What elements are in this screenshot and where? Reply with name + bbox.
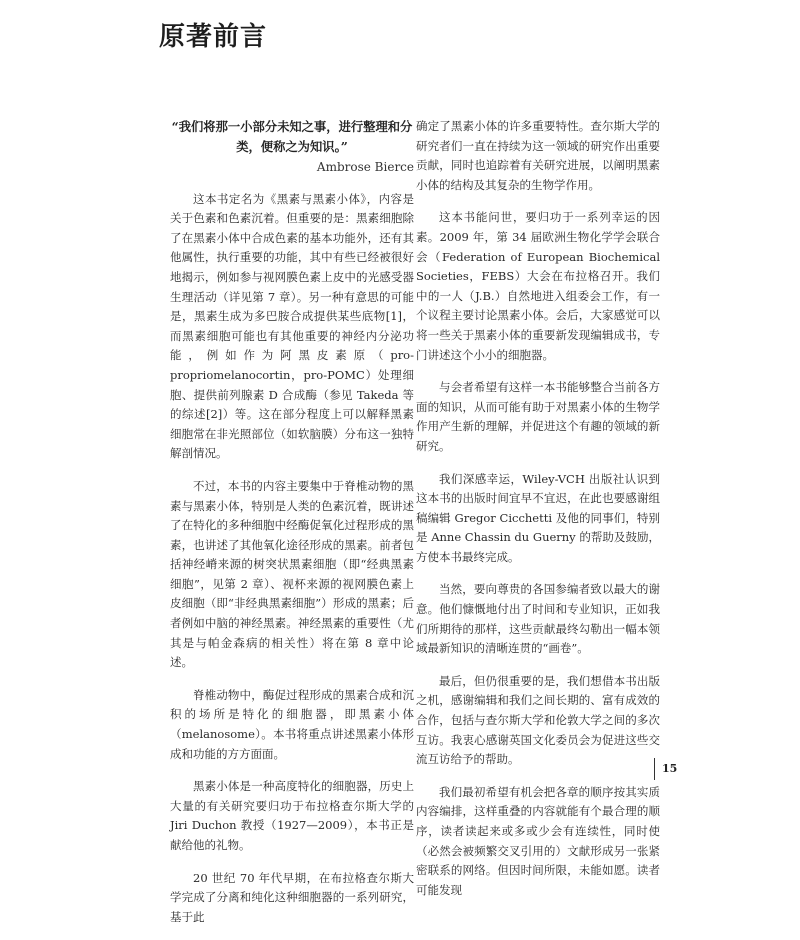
epigraph-author: Ambrose Bierce — [316, 160, 414, 174]
paragraph: 最后，但仍很重要的是，我们想借本书出版之机，感谢编辑和我们之间长期的、富有成效的合作，包括与查尔斯大学和伦敦大学之间的多次互访。我衷心感谢英国文化委员会为促进这些交流互访给予的帮助。 — [416, 673, 660, 767]
page-number-rule — [654, 758, 655, 780]
page-number: 15 — [662, 762, 678, 775]
epigraph-quote: “我们将那一小部分未知之事，进行整理和分类，便称之为知识。” — [171, 119, 413, 154]
paragraph: 这本书定名为《黑素与黑素小体》，内容是关于色素和色素沉着。但重要的是：黑素细胞除了在黑素小体中合成色素的基本功能外，还有其他属性，执行重要的功能，其中有些已经被很好地揭示，例如参与视网膜色素上皮中的光感受器生理活动（详见第 7 章）。另一种有意思的可能是，黑素生成为多巴胺合成提供某些底物[1]，而黑素细胞可能也有其他重要的神经内分泌功能，例如作为阿黑皮素原（pro-propriomelanocortin，pro-POMC）处理细胞、提供前列腺素 D 合成酶（参见 Takeda 等的综述[2]）等。这在部分程度上可以解释黑素细胞常在非光照部位（如软脑膜）分布这一独特解剖情况。 — [170, 191, 414, 461]
paragraph: 我们深感幸运，Wiley-VCH 出版社认识到这本书的出版时间宜早不宜迟，在此也要感谢组稿编辑 Gregor Cicchetti 及他的同事们，特别是 Anne Chassin du Guerny 的帮助及鼓励，方使本书最终完成。 — [416, 471, 660, 564]
paragraph: 20 世纪 70 年代早期，在布拉格查尔斯大学完成了分离和纯化这种细胞器的一系列研究，基于此 — [170, 870, 414, 924]
left-column — [170, 117, 414, 940]
paragraph: 与会者希望有这样一本书能够整合当前各方面的知识，从而可能有助于对黑素小体的生物学作用产生新的理解，并促进这个有趣的领域的新研究。 — [416, 380, 660, 453]
paragraph: 黑素小体是一种高度特化的细胞器，历史上大量的有关研究要归功于布拉格查尔斯大学的 Jiri Duchon 教授（1927—2009），本书正是献给他的礼物。 — [170, 779, 414, 852]
page-title: 原著前言 — [159, 22, 268, 52]
paragraph: 这本书能问世，要归功于一系列幸运的因素。2009 年，第 34 届欧洲生物化学学会联合会（Federation of European Biochemical Societies，FEBS）大会在布拉格召开。我们中的一人（J.B.）自然地进入组委会工作，有一个议程主要讨论黑素小体。会后，大家感觉可以将一些关于黑素小体的重要新发现编辑成书，专门讲述这个小小的细胞器。 — [416, 210, 660, 362]
paragraph: 脊椎动物中，酶促过程形成的黑素合成和沉积的场所是特化的细胞器，即黑素小体（melanosome）。本书将重点讲述黑素小体形成和功能的方方面面。 — [170, 687, 414, 761]
paragraph-continuation: 确定了黑素小体的许多重要特性。查尔斯大学的研究者们一直在持续为这一领域的研究作出重要贡献，同时也追踪着有关研究进展，以阐明黑素小体的结构及其复杂的生物学作用。 — [416, 119, 660, 192]
paragraph: 我们最初希望有机会把各章的顺序按其实质内容编排，这样重叠的内容就能有个最合理的顺序，读者读起来或多或少会有连续性，同时使（必然会被频繁交叉引用的）文献形成另一张紧密联系的网络。但因时间所限，未能如愿。读者可能发现 — [416, 784, 660, 897]
paragraph: 当然，要向尊贵的各国参编者致以最大的谢意。他们慷慨地付出了时间和专业知识，正如我们所期待的那样，这些贡献最终勾勒出一幅本领域最新知识的清晰连贯的“画卷”。 — [416, 582, 660, 656]
paragraph: 不过，本书的内容主要集中于脊椎动物的黑素与黑素小体，特别是人类的色素沉着，既讲述了在特化的多种细胞中经酶促氧化过程形成的黑素，也讲述了其他氧化途径形成的黑素。前者包括神经嵴来源的树突状黑素细胞（即“经典黑素细胞”，见第 2 章）、视杯来源的视网膜色素上皮细胞（即“非经典黑素细胞”）形成的黑素；后者例如中脑的神经黑素。神经黑素的重要性（尤其是与帕金森病的相关性）将在第 8 章中论述。 — [170, 478, 414, 670]
right-column — [416, 117, 660, 913]
